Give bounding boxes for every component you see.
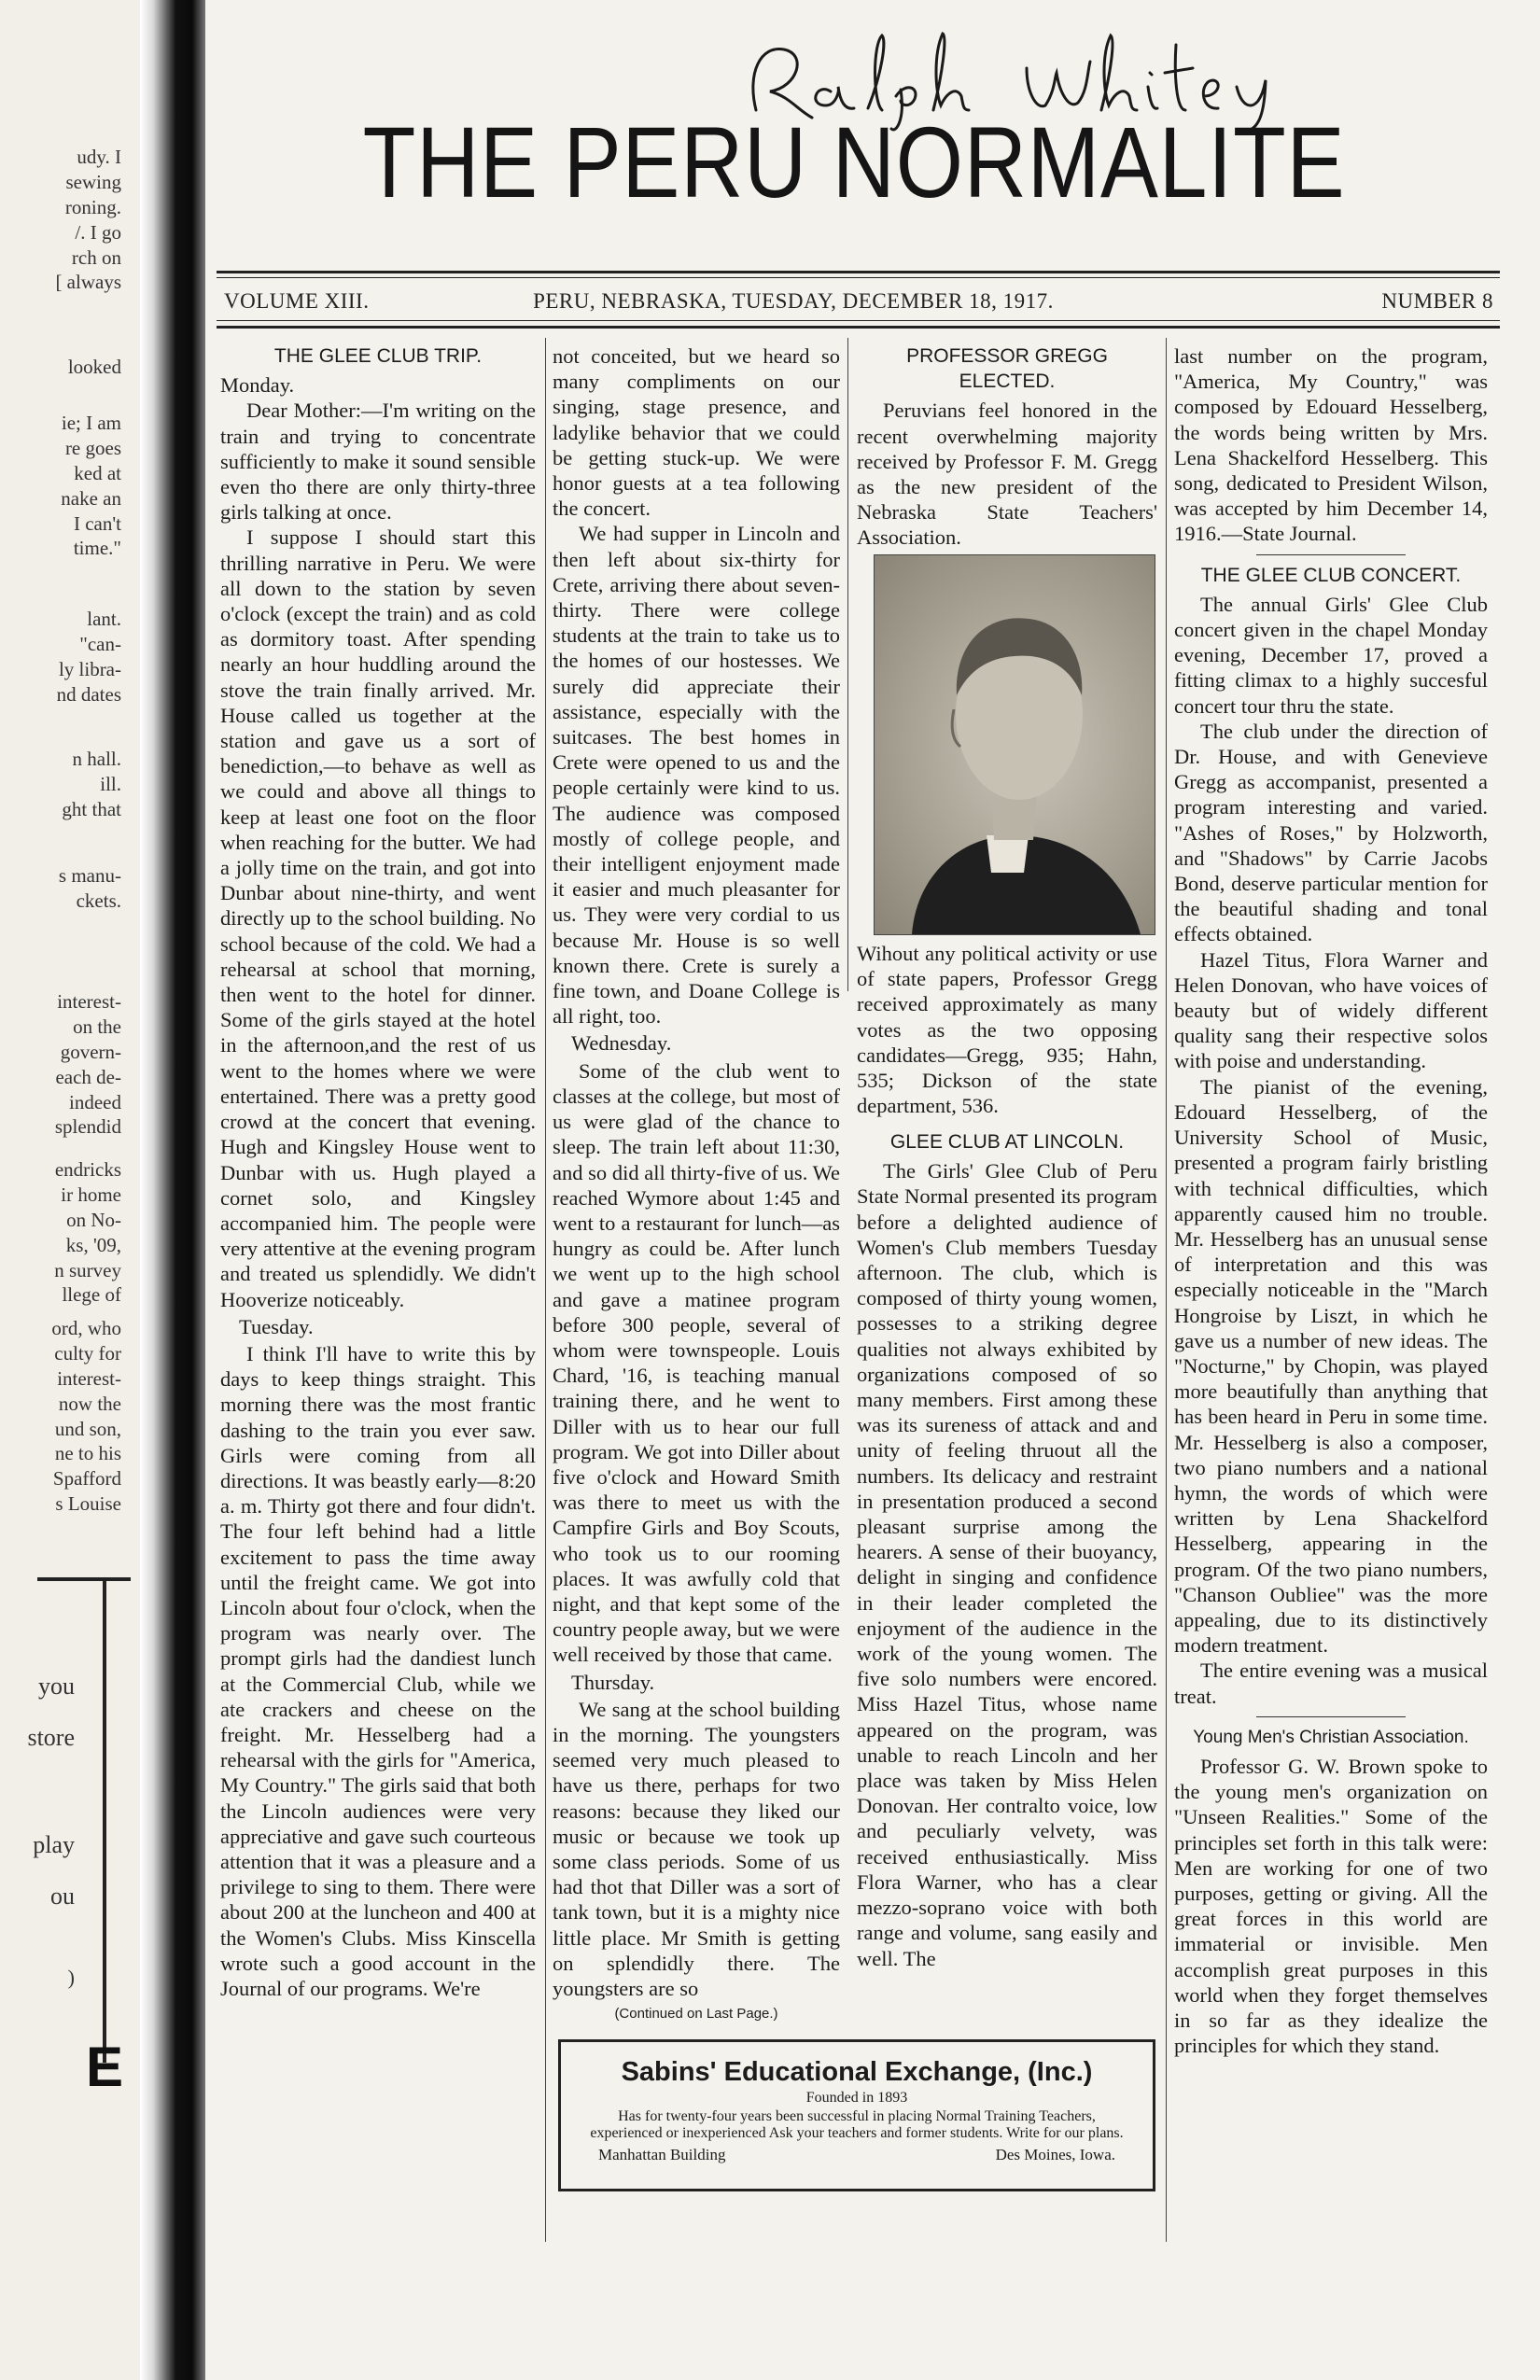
prev-page-text: ou xyxy=(50,1883,75,1910)
prev-page-rule xyxy=(37,1577,131,1581)
headline-glee-club-lincoln: GLEE CLUB AT LINCOLN. xyxy=(889,1131,1125,1153)
column-glee-club-lincoln xyxy=(857,1129,1157,1971)
prev-page-box-edge xyxy=(103,1577,106,2063)
top-rule xyxy=(217,271,1500,273)
article-paragraph: We sang at the school building in the morning. The youngsters seemed very much pleased to have us there, perhaps for two reasons: because they liked our music or because we took up some class periods. Some of us had thot that Diller was a sort of tank town, but it is a mighty nice little place. Mr Smith is getting on splendidly there. The youngsters are so xyxy=(553,1697,840,2000)
issue-number: NUMBER 8 xyxy=(1381,289,1493,313)
prev-page-text: lant. "can- ly libra- nd dates xyxy=(56,608,121,706)
article-paragraph: Monday. xyxy=(220,373,295,398)
column-glee-club-trip xyxy=(220,343,536,2001)
portrait-photo-gregg xyxy=(874,554,1155,935)
dateline: PERU, NEBRASKA, TUESDAY, DECEMBER 18, 1917. xyxy=(533,289,1054,313)
headline-glee-club-concert: THE GLEE CLUB CONCERT. xyxy=(1200,564,1462,586)
article-paragraph: Tuesday. xyxy=(239,1314,314,1338)
article-paragraph: Wednesday. xyxy=(571,1031,672,1056)
continued-note: (Continued on Last Page.) xyxy=(614,2006,778,2023)
prev-page-text: ord, who culty for interest- now the und son, ne to his Spafford s Louise xyxy=(51,1317,121,1516)
headline-gregg-elected: PROFESSOR GREGG ELECTED. xyxy=(906,345,1108,393)
column-gregg-elected-cont xyxy=(857,941,1157,1118)
binding-spine xyxy=(140,0,205,2380)
article-paragraph: The annual Girls' Glee Club concert given in the chapel Monday evening, December 17, proved a fitting climax to a highly succesful concert tour thru the state. xyxy=(1174,592,1488,718)
ad-address-right: Des Moines, Iowa. xyxy=(995,2146,1115,2163)
prev-page-text: s manu- ckets. xyxy=(58,864,121,912)
column-glee-club-concert xyxy=(1174,343,1488,2058)
article-paragraph: last number on the program, "America, My Country," was composed by Edouard Hesselberg, the words being written by Mrs. Lena Shackelford Hesselberg. This song, dedicated to President Wilson, was accepted by him December 14, 1916.—State Journal. xyxy=(1174,344,1488,546)
ad-body: Has for twenty-four years been successful in placing Normal Training Teachers, experienced or inexperienced Ask your teachers and former students. Write for our plans. xyxy=(590,2108,1124,2141)
prev-page-text: looked xyxy=(67,356,121,378)
ad-title: Sabins' Educational Exchange, (Inc.) xyxy=(621,2057,1093,2087)
article-paragraph: Thursday. xyxy=(571,1670,655,1694)
short-rule xyxy=(1256,554,1406,555)
article-paragraph: Professor G. W. Brown spoke to the young men's organization on "Unseen Realities." Some of the principles set forth in this talk were: Men are working for one of two purposes, getting or giving. All the great forces in this world are immaterial or invisible. Men accomplish great purposes in this world when they forget themselves in so far as they idealize the principles for which they stand. xyxy=(1174,1754,1488,2058)
article-paragraph: Some of the club went to classes at the college, but most of us were glad of the chance to sleep. The train left about 11:30, and so did all thirty-five of us. We reached Wymore about 1:45 and went to a restaurant for lunch—as hungry as could be. After lunch we went up to the high school and gave a matinee program before 300 people, several of whom were townspeople. Louis Chard, '16, is teaching manual training there, and he went to Diller with us to hear our full program. We got into Diller about five o'clock and Howard Smith was there to meet us with the Campfire Girls and Boy Scouts, who took us to our rooming places. It was awfully cold that night, and that kept some of the country people away, but we were well received by those that came. xyxy=(553,1058,840,1667)
article-paragraph: The Girls' Glee Club of Peru State Normal presented its program before a delighted audience of Women's Club members Tuesday afternoon. The club, which is composed of thirty young women, possesses to a striking degree qualities not always exhibited by organizations composed of so many members. First among these was its sureness of attack and and unity of feeling thruout all the numbers. Its delicacy and restraint in presentation produced a second pleasant surprise among the hearers. A sense of their buoyancy, delight in singing and confidence in their leader completed the enjoyment of the audience in the work of the young women. The five solo numbers were encored. Miss Hazel Titus, whose name appeared on the program, was unable to reach Lincoln and her place was taken by Miss Helen Donovan. Her contralto voice, low and peculiarly velvety, was received enthusiastically. Miss Flora Warner, who has a clear mezzo-soprano voice with both range and volume, sang easily and well. The xyxy=(857,1159,1157,1970)
article-paragraph: I suppose I should start this thrilling narrative in Peru. We were all down to the station by seven o'clock (except the train) and as cold as dormitory toast. After spending nearly an hour huddling around the stove the train finally arrived. Mr. House called us together at the station and gave us a sort of benediction,—to behave as well as we could and above all things to keep at least one foot on the floor when reaching for the butter. We had a jolly time on the train, and got into Dunbar about nine-thirty, and went directly up to the school building. No school because of the cold. We had a rehearsal at school that morning, then went to the hotel for dinner. Some of the girls stayed at the hotel in the afternoon,and the rest of us went to the homes where we were entertained. There was a pretty good crowd at the concert that evening. Hugh and Kingsley House went to Dunbar with us. Hugh played a cornet solo, and Kingsley accompanied him. The people were very attentive at the evening program and treated us splendidly. We didn't Hooverize noticeably. xyxy=(220,525,536,1311)
article-paragraph: We had supper in Lincoln and then left about six-thirty for Crete, arriving there about seven-thirty. There were college students at the train to take us to the homes of our hostesses. We surely did appreciate their assistance, especially with the suitcases. The best homes in Crete were opened to us and the people certainly were kind to us. The audience was composed mostly of college people, and their intelligent enjoyment made it easier and much pleasanter for us. They were very cordial to us because Mr. House is so well known there. Crete is surely a fine town, and Doane College is all right, too. xyxy=(553,522,840,1029)
article-paragraph: Wihout any political activity or use of state papers, Professor Gregg received approximately as many votes as the two opposing candidates—Gregg, 935; Hahn, 535; Dickson of the state department, 536. xyxy=(857,942,1157,1118)
column-divider xyxy=(545,338,546,2242)
headline-glee-club-trip: THE GLEE CLUB TRIP. xyxy=(273,345,483,367)
article-paragraph: I think I'll have to write this by days to keep things straight. This morning there was the most frantic dashing to the train you ever saw. Girls were coming from all directions. It was beastly early—8:20 a. m. Thirty got there and four didn't. The four left behind had a little excitement to pass the time away until the freight came. We got into Lincoln about four o'clock, when the program was nearly over. The prompt girls had the dandiest lunch at the Commercial Club, while we ate crackers and cheese on the freight. Mr. Hesselberg had a rehearsal with the girls for "America, My Country." The girls said that both the Lincoln audiences were very appreciative and gave such courteous attention that it was a pleasure and a privilege to sing to them. There were about 200 at the luncheon and 400 at the Women's Clubs. Miss Kinscella wrote such a good account in the Journal of our programs. We're xyxy=(220,1341,536,2000)
prev-page-text: play xyxy=(33,1831,75,1858)
article-paragraph: The pianist of the evening, Edouard Hesselberg, of the University School of Music, presented a program fairly bristling with technical difficulties, which apparently caused him no trouble. Mr. Hesselberg has an unusual sense of interpretation and this was especially noticeable in the "March Hongroise by Liszt, in which he gave us a number of new ideas. The "Nocturne," by Chopin, was played more beautifully than anything that has been heard in Peru in some time. Mr. Hesselberg is also a composer, two piano numbers and a national hymn, the words of which were written by Lena Shackelford Hesselberg, appearing in the program. Of the two piano numbers, "Chanson Oubliee" was the more appealing, due to its distinctively modern treatment. xyxy=(1174,1074,1488,1658)
article-paragraph: Dear Mother:—I'm writing on the train and trying to concentrate sufficiently to make it sound sensible even tho there are only thirty-three girls talking at once. xyxy=(220,399,536,525)
portrait-figure xyxy=(875,555,1155,934)
column-divider xyxy=(1166,338,1167,2242)
article-paragraph: The entire evening was a musical treat. xyxy=(1174,1659,1488,1708)
previous-page-fragment xyxy=(0,0,140,2380)
advertisement-sabins xyxy=(558,2039,1155,2191)
prev-page-text: you xyxy=(38,1673,75,1700)
prev-page-text: ) xyxy=(67,1966,75,1989)
article-paragraph: Hazel Titus, Flora Warner and Helen Donovan, who have voices of beauty but of widely different quality sang their respective solos with poise and understanding. xyxy=(1174,947,1488,1073)
column-divider xyxy=(847,338,848,991)
prev-page-text: store xyxy=(27,1724,75,1751)
article-paragraph: The club under the direction of Dr. House, and with Genevieve Gregg as accompanist, presented a program interesting and varied. "Ashes of Roses," by Holzworth, and "Shadows" by Carrie Jacobs Bond, deserve particular mention for the beautiful shading and tonal effects obtained. xyxy=(1174,719,1488,946)
short-rule xyxy=(1256,1716,1406,1717)
prev-page-text: n hall. ill. ght that xyxy=(62,748,121,820)
prev-page-text: ie; I am re goes ked at nake an I can't time." xyxy=(61,412,121,560)
column-gregg-elected xyxy=(857,343,1157,551)
prev-page-text: endricks ir home on No- ks, '09, n survey llege of xyxy=(54,1158,121,1307)
bottom-rule-thin xyxy=(217,320,1500,321)
prev-page-text: udy. I sewing roning. /. I go rch on [ always xyxy=(55,146,121,294)
column-glee-club-trip-continued xyxy=(553,343,840,2026)
prev-page-big-letter: E xyxy=(86,2036,124,2098)
article-paragraph: Peruvians feel honored in the recent overwhelming majority received by Professor F. M. Gregg as the new president of the Nebraska State Teachers' Association. xyxy=(857,399,1157,550)
ad-founded: Founded in 1893 xyxy=(805,2090,908,2106)
ad-address-left: Manhattan Building xyxy=(598,2146,726,2163)
volume-label: VOLUME XIII. xyxy=(224,289,370,313)
top-rule-thin xyxy=(217,277,1500,278)
article-paragraph: not conceited, but we heard so many compliments on our singing, stage presence, and ladylike behavior that we could be getting stuck-up. We were honor guests at a tea following the concert. xyxy=(553,344,840,521)
bottom-rule xyxy=(217,326,1500,329)
headline-ymca: Young Men's Christian Association. xyxy=(1193,1727,1469,1747)
prev-page-text: interest- on the govern- each de- indeed splendid xyxy=(54,990,121,1139)
masthead-title: THE PERU NORMALITE xyxy=(362,105,1346,218)
